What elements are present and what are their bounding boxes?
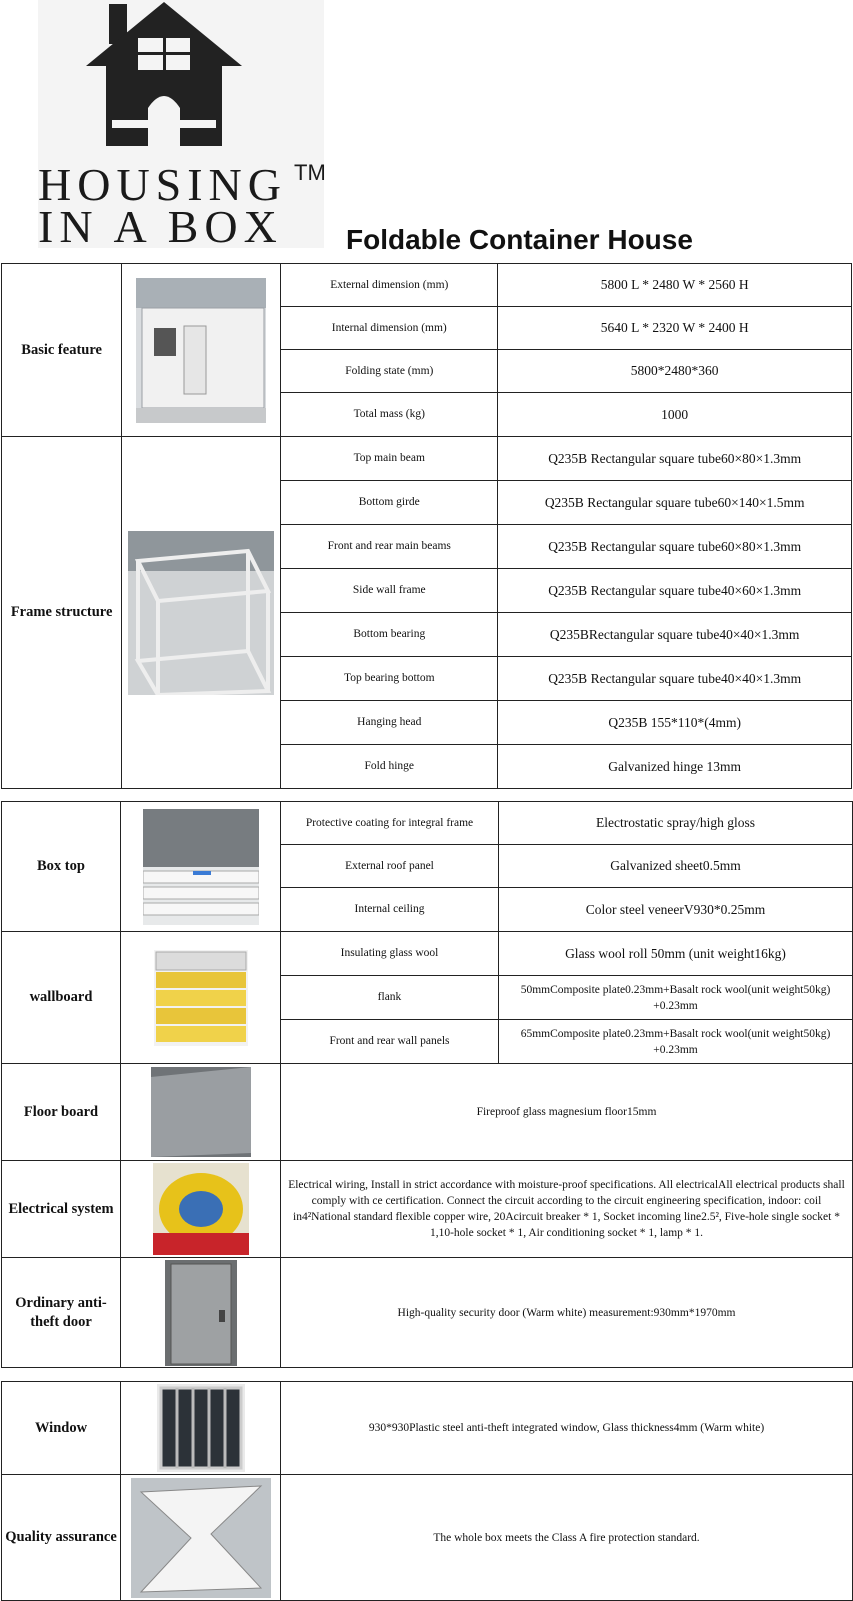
- category-basic-feature: Basic feature: [2, 264, 122, 437]
- spec-table-window: [1, 1381, 853, 1601]
- spec-label: Front and rear main beams: [281, 525, 498, 569]
- roof-panel-photo: [121, 802, 281, 932]
- housing-in-a-box-logo: [38, 0, 326, 252]
- spec-table-structure: [1, 263, 852, 789]
- spec-value: Q235B Rectangular square tube60×80×1.3mm: [498, 525, 852, 569]
- spec-label: Fold hinge: [281, 745, 498, 789]
- spec-value: 5640 L * 2320 W * 2400 H: [498, 307, 852, 350]
- spec-description: The whole box meets the Class A fire protection standard.: [281, 1475, 853, 1601]
- window-photo: [121, 1382, 281, 1475]
- category-floor-board: Floor board: [2, 1064, 121, 1161]
- spec-value: Glass wool roll 50mm (unit weight16kg): [499, 932, 853, 976]
- spec-label: Insulating glass wool: [281, 932, 499, 976]
- folded-container-photo: [121, 1475, 281, 1601]
- spec-label: Bottom bearing: [281, 613, 498, 657]
- spec-label: Total mass (kg): [281, 393, 498, 437]
- category-anti-theft-door: Ordinary anti-theft door: [2, 1258, 121, 1368]
- logo-line-2: IN A BOX: [38, 201, 283, 252]
- house-icon: [84, 0, 244, 150]
- spec-label: flank: [281, 976, 499, 1020]
- spec-value: 1000: [498, 393, 852, 437]
- spec-value: Color steel veneerV930*0.25mm: [499, 888, 853, 932]
- spec-label: Internal dimension (mm): [281, 307, 498, 350]
- electrical-wire-photo: [121, 1161, 281, 1258]
- spec-value: Q235B Rectangular square tube40×40×1.3mm: [498, 657, 852, 701]
- spec-label: Top main beam: [281, 437, 498, 481]
- page-title: Foldable Container House: [346, 224, 693, 255]
- spec-value: Q235B Rectangular square tube40×60×1.3mm: [498, 569, 852, 613]
- category-electrical-system: Electrical system: [2, 1161, 121, 1258]
- spec-description: Fireproof glass magnesium floor15mm: [281, 1064, 853, 1161]
- spec-label: External dimension (mm): [281, 264, 498, 307]
- spec-value: 5800*2480*360: [498, 350, 852, 393]
- spec-value: Electrostatic spray/high gloss: [499, 802, 853, 845]
- spec-label: Side wall frame: [281, 569, 498, 613]
- spec-label: Hanging head: [281, 701, 498, 745]
- spec-description: High-quality security door (Warm white) measurement:930mm*1970mm: [281, 1258, 853, 1368]
- spec-label: Top bearing bottom: [281, 657, 498, 701]
- spec-value: Galvanized hinge 13mm: [498, 745, 852, 789]
- category-frame-structure: Frame structure: [2, 437, 122, 789]
- spec-description: 930*930Plastic steel anti-theft integrated window, Glass thickness4mm (Warm white): [281, 1382, 853, 1475]
- spec-label: Front and rear wall panels: [281, 1020, 499, 1064]
- spec-value: 65mmComposite plate0.23mm+Basalt rock wool(unit weight50kg) +0.23mm: [499, 1020, 853, 1064]
- spec-label: External roof panel: [281, 845, 499, 888]
- spec-value: Q235BRectangular square tube40×40×1.3mm: [498, 613, 852, 657]
- spec-value: Q235B 155*110*(4mm): [498, 701, 852, 745]
- spec-description: Electrical wiring, Install in strict accordance with moisture-proof specifications. All electricalAll electrical products shall comply with ce certification. Connect the circuit according to the circuit engineering specification, indoor: coil in4²National standard flexible copper wire, 20Acircuit breaker * 1, Socket incoming line2.5², Five-hole single socket * 1,10-hole socket * 1, Air conditioning socket * 1, lamp * 1.: [281, 1161, 853, 1258]
- trademark-mark: TM: [294, 160, 326, 185]
- category-quality-assurance: Quality assurance: [2, 1475, 121, 1601]
- spec-value: 5800 L * 2480 W * 2560 H: [498, 264, 852, 307]
- spec-value: Q235B Rectangular square tube60×80×1.3mm: [498, 437, 852, 481]
- spec-value: 50mmComposite plate0.23mm+Basalt rock wool(unit weight50kg) +0.23mm: [499, 976, 853, 1020]
- category-box-top: Box top: [2, 802, 121, 932]
- category-window: Window: [2, 1382, 121, 1475]
- category-wallboard: wallboard: [2, 932, 121, 1064]
- spec-table-enclosure: [1, 801, 853, 1368]
- wallboard-photo: [121, 932, 281, 1064]
- spec-label: Internal ceiling: [281, 888, 499, 932]
- door-photo: [121, 1258, 281, 1368]
- logo-line-1: HOUSING: [38, 159, 287, 210]
- frame-photo: [122, 437, 281, 789]
- container-photo: [122, 264, 281, 437]
- spec-label: Protective coating for integral frame: [281, 802, 499, 845]
- spec-label: Bottom girde: [281, 481, 498, 525]
- spec-label: Folding state (mm): [281, 350, 498, 393]
- spec-value: Galvanized sheet0.5mm: [499, 845, 853, 888]
- spec-value: Q235B Rectangular square tube60×140×1.5mm: [498, 481, 852, 525]
- floor-board-photo: [121, 1064, 281, 1161]
